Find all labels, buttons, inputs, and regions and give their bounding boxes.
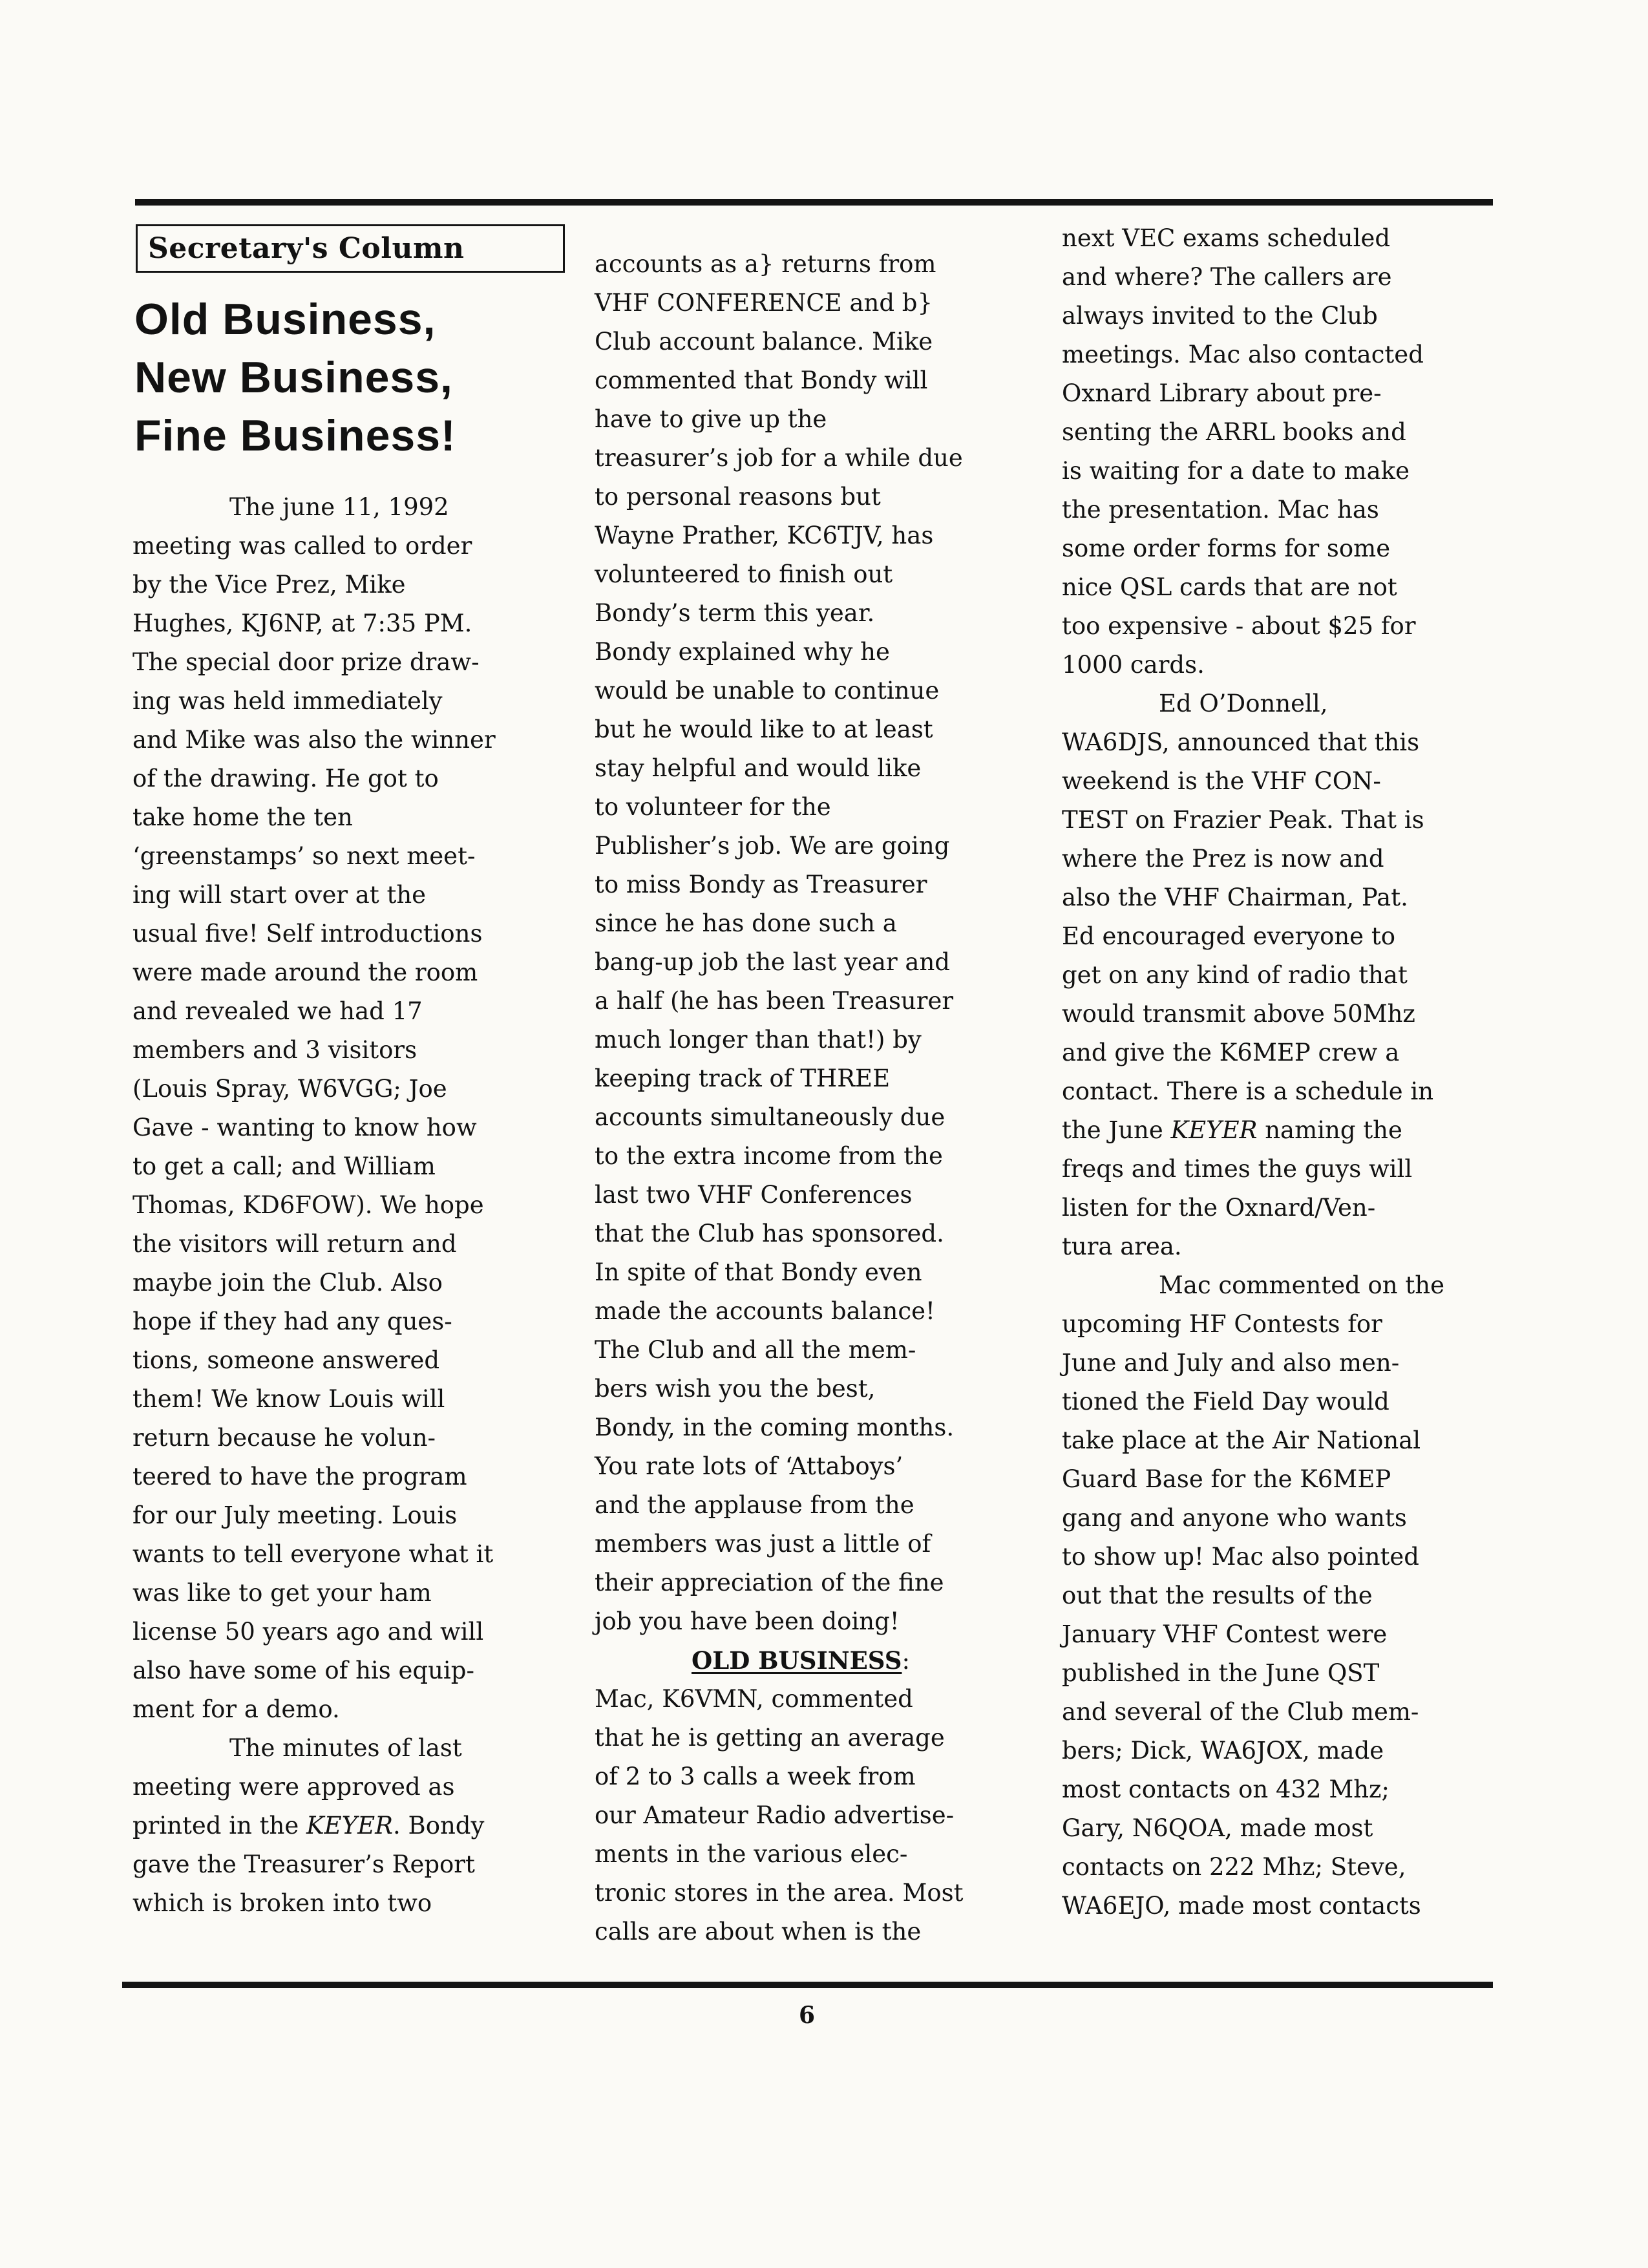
text-line [595,439,1047,478]
text-line [595,245,1047,284]
text-run: Mac, K6VMN, commented [595,1685,913,1713]
text-line [595,1447,1047,1486]
text-line [1062,1266,1514,1305]
text-line [132,1845,578,1884]
text-line [595,672,1047,710]
text-line [132,1496,578,1535]
text-run: The minutes of last [229,1734,462,1762]
text-run: to the extra income from the [595,1142,943,1170]
text-line [1062,1693,1514,1732]
text-line [595,943,1047,982]
text-run: of the drawing. He got to [132,765,439,792]
text-line [132,527,578,566]
text-line [595,1874,1047,1913]
text-run: to get a call; and William [132,1152,436,1180]
text-run: have to give up the [595,405,827,433]
text-line [595,1331,1047,1370]
text-run: to show up! Mac also pointed [1062,1543,1419,1571]
text-line [132,1341,578,1380]
text-run: meetings. Mac also contacted [1062,341,1424,368]
text-run: bang-up job the last year and [595,948,950,976]
text-run: where the Prez is now and [1062,845,1384,873]
text-run: tions, someone answered [132,1346,440,1374]
text-line [1062,1150,1514,1189]
text-line [595,1757,1047,1796]
text-run: ing will start over at the [132,881,427,909]
text-run: ment for a demo. [132,1695,340,1723]
text-line [1062,840,1514,878]
text-run: next VEC exams scheduled [1062,224,1391,252]
text-run: that he is getting an average [595,1724,945,1752]
text-run: Ed encouraged everyone to [1062,922,1395,950]
text-line [595,788,1047,827]
text-run: last two VHF Conferences [595,1181,913,1209]
text-run: Gave - wanting to know how [132,1114,477,1141]
text-line [595,1214,1047,1253]
text-line [1062,1654,1514,1693]
text-line [132,721,578,759]
headline-line: Old Business, [134,295,436,344]
text-line [595,1370,1047,1408]
headline-line: Fine Business! [134,411,456,460]
text-line [1062,1576,1514,1615]
text-line [595,1098,1047,1137]
text-line [132,953,578,992]
text-line [595,633,1047,672]
text-line [132,488,578,527]
text-line [595,1641,1047,1680]
text-line [595,478,1047,516]
text-line [595,865,1047,904]
text-run: tronic stores in the area. Most [595,1879,964,1907]
text-line [132,1690,578,1729]
text-run: WA6DJS, announced that this [1062,728,1420,756]
text-run: VHF CONFERENCE and b} [595,289,933,317]
text-run: senting the ARRL books and [1062,418,1406,446]
article-column-2 [595,245,1047,1951]
text-run: You rate lots of ‘Attaboys’ [595,1452,903,1480]
text-run: take home the ten [132,803,353,831]
text-line [595,1292,1047,1331]
text-line [132,1380,578,1419]
text-run: accounts simultaneously due [595,1103,945,1131]
section-label-box [136,224,565,273]
text-line [132,566,578,604]
text-run: weekend is the VHF CON- [1062,767,1381,795]
bottom-rule [122,1982,1493,1988]
text-line [595,1602,1047,1641]
text-run: Hughes, KJ6NP, at 7:35 PM. [132,609,472,637]
text-line [595,1021,1047,1059]
text-line [595,1563,1047,1602]
text-line [1062,1809,1514,1848]
section-label: Secretary's Column [148,232,465,265]
text-run: that the Club has sponsored. [595,1220,944,1247]
text-line [595,1253,1047,1292]
text-run: which is broken into two [132,1889,432,1917]
text-line [1062,1383,1514,1421]
text-run: printed in the [132,1812,307,1839]
text-run: them! We know Louis will [132,1385,445,1413]
text-line [595,904,1047,943]
text-line [595,1525,1047,1563]
text-run: Bondy, in the coming months. [595,1414,955,1441]
text-run: get on any kind of radio that [1062,961,1408,989]
text-run: the June [1062,1116,1171,1144]
text-line [1062,1227,1514,1266]
text-line [1062,413,1514,452]
text-run: return because he volun- [132,1424,436,1452]
text-line [132,1651,578,1690]
text-run: ments in the various elec- [595,1840,908,1868]
text-run: to miss Bondy as Treasurer [595,871,927,898]
text-run: too expensive - about $25 for [1062,612,1416,640]
text-line [1062,1538,1514,1576]
text-line [1062,1770,1514,1809]
italic-title: KEYER [1170,1116,1258,1144]
text-run: The june 11, 1992 [229,493,449,521]
text-run: some order forms for some [1062,535,1391,562]
text-run: volunteered to finish out [595,560,893,588]
text-line [132,1031,578,1070]
text-line [132,798,578,837]
headline-line: New Business, [134,353,453,402]
text-line [595,1408,1047,1447]
text-run: Guard Base for the K6MEP [1062,1465,1391,1493]
text-line [132,1535,578,1574]
text-run: to personal reasons but [595,483,881,511]
text-run: maybe join the Club. Also [132,1269,443,1297]
article-headline [134,290,456,465]
text-run: tioned the Field Day would [1062,1388,1389,1415]
text-line [132,1457,578,1496]
text-line [132,1147,578,1186]
text-line [132,1574,578,1613]
text-run: of 2 to 3 calls a week from [595,1763,916,1790]
subheading: OLD BUSINESS [692,1646,902,1675]
text-line [132,682,578,721]
text-line [595,516,1047,555]
text-run: the visitors will return and [132,1230,457,1258]
text-run: also have some of his equip- [132,1657,474,1684]
text-run: Gary, N6QOA, made most [1062,1814,1373,1842]
text-run: bers wish you the best, [595,1375,876,1403]
text-run: bers; Dick, WA6JOX, made [1062,1737,1384,1765]
text-run: Wayne Prather, KC6TJV, has [595,522,934,549]
text-run: and revealed we had 17 [132,997,423,1025]
text-run: Publisher’s job. We are going [595,832,950,860]
top-rule [135,199,1493,206]
text-line [132,1419,578,1457]
text-run: to volunteer for the [595,793,831,821]
text-run: freqs and times the guys will [1062,1155,1413,1183]
text-run: and several of the Club mem- [1062,1698,1419,1726]
text-line [1062,1072,1514,1111]
text-line [1062,1499,1514,1538]
text-run: Club account balance. Mike [595,328,933,355]
text-line [1062,646,1514,684]
article-column-1 [132,488,578,1923]
text-run: most contacts on 432 Mhz; [1062,1775,1389,1803]
text-line [1062,607,1514,646]
article-column-3 [1062,219,1514,1925]
text-run: accounts as a} returns from [595,250,936,278]
text-run: gang and anyone who wants [1062,1504,1407,1532]
text-line [595,1137,1047,1176]
text-run: by the Vice Prez, Mike [132,571,406,599]
text-run: but he would like to at least [595,715,933,743]
text-run: stay helpful and would like [595,754,922,782]
text-run: treasurer’s job for a while due [595,444,963,472]
text-line [595,1796,1047,1835]
text-run: also the VHF Chairman, Pat. [1062,884,1408,911]
text-line [132,1070,578,1108]
text-line [1062,374,1514,413]
text-line [1062,219,1514,258]
text-line [1062,568,1514,607]
text-line [595,284,1047,323]
text-line [595,361,1047,400]
text-line [1062,1305,1514,1344]
text-line [132,1613,578,1651]
text-run: gave the Treasurer’s Report [132,1850,475,1878]
text-line [132,1768,578,1807]
text-line [1062,1189,1514,1227]
text-line [1062,1421,1514,1460]
text-run: In spite of that Bondy even [595,1258,922,1286]
text-line [1062,258,1514,297]
text-line [595,594,1047,633]
text-run: a half (he has been Treasurer [595,987,954,1015]
text-line [1062,491,1514,529]
text-run: June and July and also men- [1062,1349,1400,1377]
text-line [595,1719,1047,1757]
text-run: naming the [1257,1116,1402,1144]
text-run: The Club and all the mem- [595,1336,916,1364]
text-line [595,1176,1047,1214]
text-run: wants to tell everyone what it [132,1540,494,1568]
text-line [595,1835,1047,1874]
text-run: 1000 cards. [1062,651,1205,679]
text-run: nice QSL cards that are not [1062,573,1397,601]
text-line [132,1186,578,1225]
text-line [1062,684,1514,723]
text-run: hope if they had any ques- [132,1308,452,1335]
text-line [1062,529,1514,568]
text-run: (Louis Spray, W6VGG; Joe [132,1075,447,1103]
text-run: job you have been doing! [595,1607,900,1635]
text-run: and where? The callers are [1062,263,1392,291]
text-line [1062,1460,1514,1499]
text-run: meeting were approved as [132,1773,455,1801]
text-line [132,1225,578,1264]
text-run: members was just a little of [595,1530,931,1558]
text-line [132,1108,578,1147]
page-number: 6 [799,2002,816,2029]
text-run: WA6EJO, made most contacts [1062,1892,1421,1920]
text-line [1062,1111,1514,1150]
text-run: much longer than that!) by [595,1026,922,1054]
text-run: take place at the Air National [1062,1426,1421,1454]
text-run: was like to get your ham [132,1579,432,1607]
text-run: for our July meeting. Louis [132,1501,458,1529]
text-run: and Mike was also the winner [132,726,496,754]
text-line [595,1486,1047,1525]
text-line [595,749,1047,788]
text-line [132,992,578,1031]
text-run: and give the K6MEP crew a [1062,1039,1400,1066]
text-run: calls are about when is the [595,1918,922,1945]
text-line [1062,1615,1514,1654]
text-run: upcoming HF Contests for [1062,1310,1382,1338]
text-run: members and 3 visitors [132,1036,417,1064]
text-run: the presentation. Mac has [1062,496,1379,524]
text-line [132,604,578,643]
text-line [132,837,578,876]
text-line [595,555,1047,594]
text-line [1062,297,1514,335]
italic-title: KEYER [306,1812,393,1839]
text-line [132,643,578,682]
text-line [132,1302,578,1341]
text-line [132,1884,578,1923]
text-line [1062,995,1514,1033]
text-run: Ed O’Donnell, [1159,690,1328,717]
text-run: ing was held immediately [132,687,443,715]
text-line [1062,956,1514,995]
text-run: tura area. [1062,1233,1182,1260]
text-line [595,400,1047,439]
text-run: and the applause from the [595,1491,914,1519]
text-run: contacts on 222 Mhz; Steve, [1062,1853,1406,1881]
text-line [1062,1344,1514,1383]
text-line [595,827,1047,865]
text-run: were made around the room [132,959,478,986]
text-line [132,759,578,798]
text-line [132,1729,578,1768]
text-line [1062,762,1514,801]
text-line [1062,878,1514,917]
text-run: meeting was called to order [132,532,472,560]
text-run: listen for the Oxnard/Ven- [1062,1194,1376,1222]
text-run: Mac commented on the [1159,1271,1444,1299]
text-line [1062,917,1514,956]
text-line [1062,801,1514,840]
text-line [595,1059,1047,1098]
text-run: license 50 years ago and will [132,1618,484,1646]
text-line [1062,1848,1514,1887]
text-run: published in the June QST [1062,1659,1380,1687]
text-run: always invited to the Club [1062,302,1378,330]
text-line [595,982,1047,1021]
text-line [1062,723,1514,762]
text-line [1062,1887,1514,1925]
text-run: would transmit above 50Mhz [1062,1000,1415,1028]
text-line [595,710,1047,749]
text-run: The special door prize draw- [132,648,480,676]
text-run: . Bondy [392,1812,485,1839]
text-run: Thomas, KD6FOW). We hope [132,1191,484,1219]
text-run: out that the results of the [1062,1582,1373,1609]
text-line [1062,452,1514,491]
text-line [595,323,1047,361]
text-run: TEST on Frazier Peak. That is [1062,806,1424,834]
text-run: would be unable to continue [595,677,940,705]
text-run: Oxnard Library about pre- [1062,379,1382,407]
text-run: Bondy’s term this year. [595,599,875,627]
text-run: Bondy explained why he [595,638,890,666]
text-line [132,915,578,953]
text-line [595,1913,1047,1951]
text-line [132,876,578,915]
text-line [132,1264,578,1302]
text-run: usual five! Self introductions [132,920,483,948]
text-run: is waiting for a date to make [1062,457,1410,485]
text-run: commented that Bondy will [595,366,928,394]
text-line [132,1807,578,1845]
text-line [1062,335,1514,374]
text-line [595,1680,1047,1719]
text-line [1062,1033,1514,1072]
text-run: our Amateur Radio advertise- [595,1801,955,1829]
text-run: ‘greenstamps’ so next meet- [132,842,476,870]
text-run: : [902,1647,910,1675]
text-run: their appreciation of the fine [595,1569,944,1596]
text-run: contact. There is a schedule in [1062,1077,1434,1105]
text-run: made the accounts balance! [595,1297,935,1325]
text-run: teered to have the program [132,1463,467,1490]
text-line [1062,1732,1514,1770]
text-run: January VHF Contest were [1062,1620,1388,1648]
text-run: keeping track of THREE [595,1065,891,1092]
text-run: since he has done such a [595,909,897,937]
